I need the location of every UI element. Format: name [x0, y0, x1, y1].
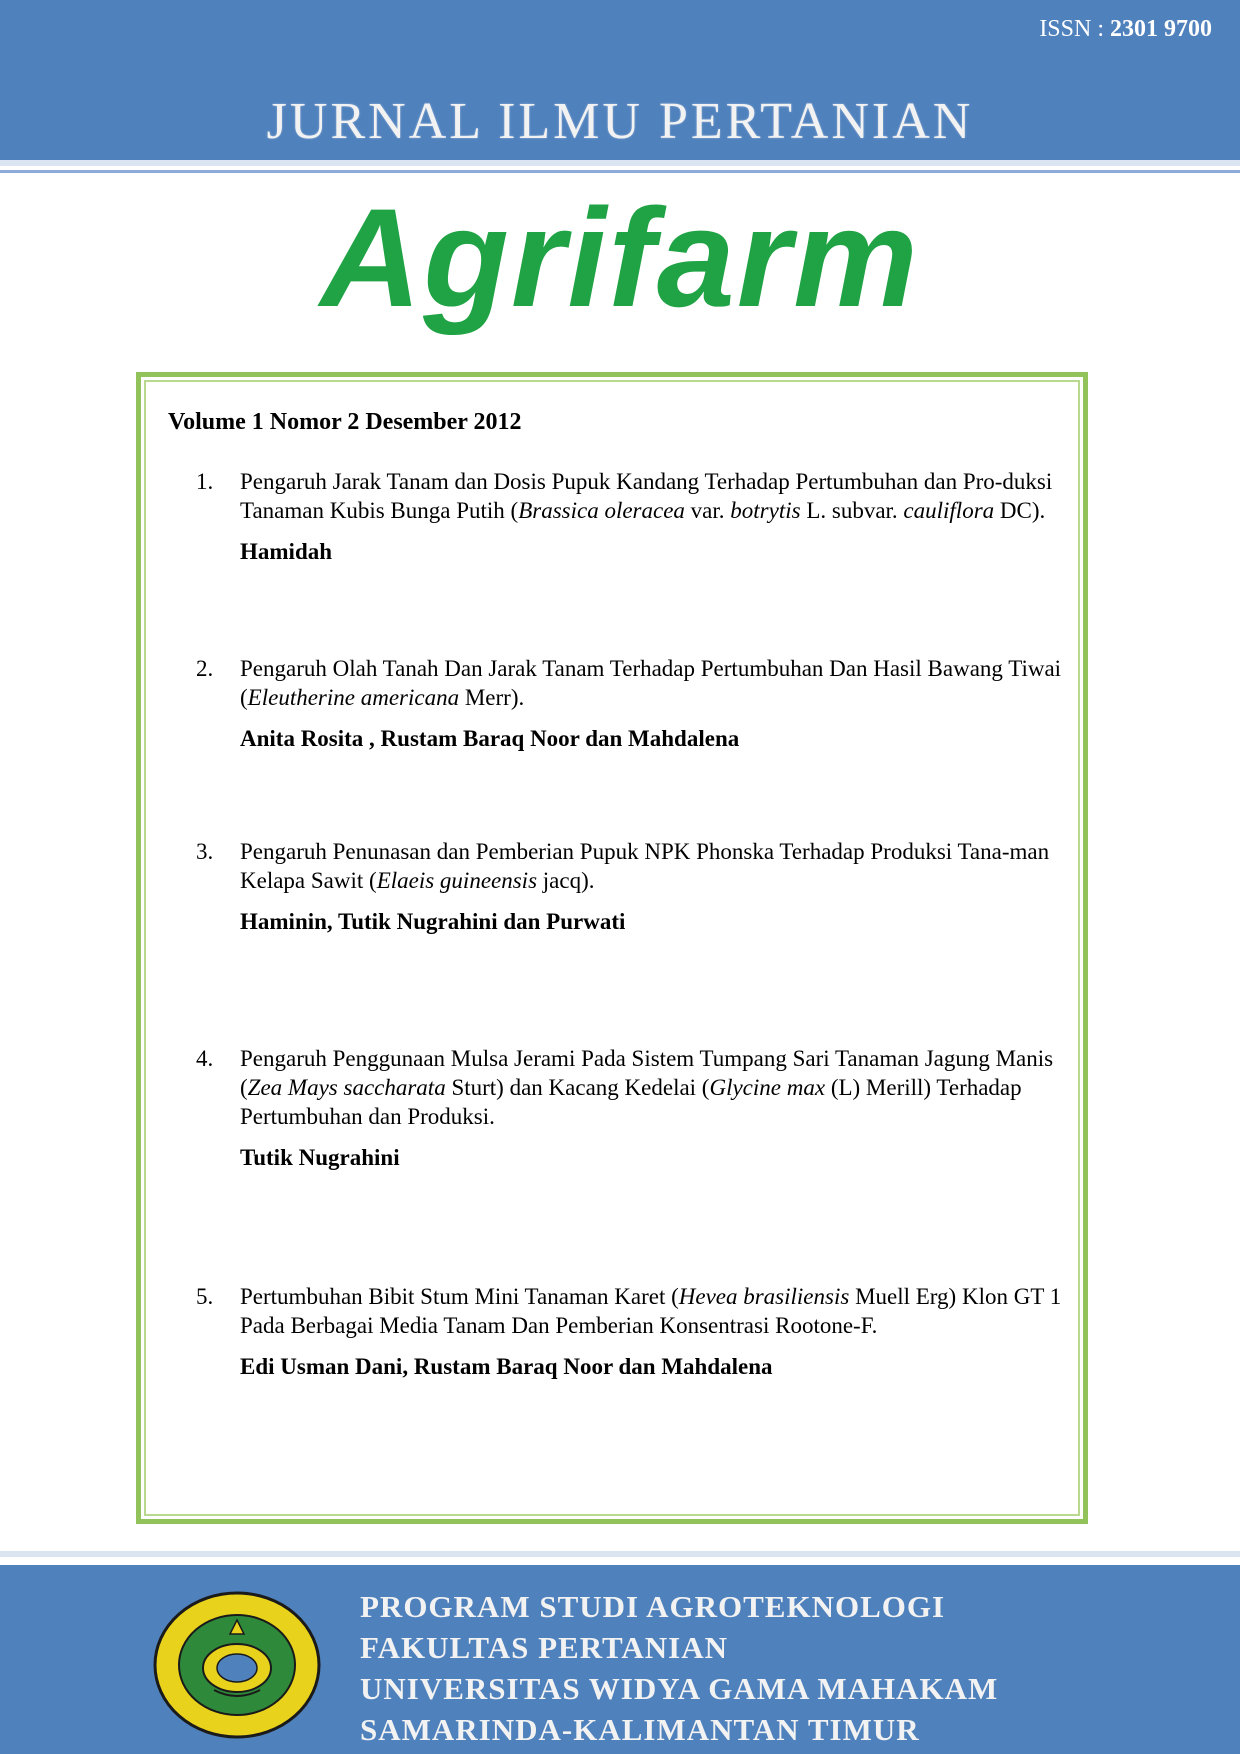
- article-title: [240, 837, 1088, 895]
- article-number: 1.: [196, 469, 214, 494]
- university-seal-logo: [152, 1590, 322, 1740]
- title-species: Elaeis guineensis: [376, 868, 538, 893]
- article-number: 4.: [196, 1046, 214, 1071]
- title-text: Sturt) dan Kacang Kedelai (: [445, 1075, 710, 1100]
- title-species: cauliflora: [903, 498, 995, 523]
- article-title: [240, 654, 1088, 712]
- article-title: [240, 467, 1088, 525]
- article-authors: Anita Rosita , Rustam Baraq Noor dan Mahdalena: [240, 726, 740, 751]
- table-of-contents: [168, 408, 1088, 1381]
- article-title: [240, 1044, 1088, 1131]
- title-species: Zea Mays saccharata: [247, 1075, 446, 1100]
- article-title: [240, 1282, 1088, 1340]
- institution-block: [360, 1586, 998, 1750]
- title-text: Pengaruh Penunasan dan Pemberian Pupuk NPK Phonska Terhadap Produksi Tana-man Kelapa Sawit (: [240, 839, 1050, 893]
- title-species: botrytis: [730, 498, 801, 523]
- article-number: 2.: [196, 656, 214, 681]
- title-species: Glycine max: [709, 1075, 826, 1100]
- title-text: var.: [684, 498, 731, 523]
- article-authors: Tutik Nugrahini: [240, 1145, 400, 1170]
- article-number: 5.: [196, 1284, 214, 1309]
- journal-title: JURNAL ILMU PERTANIAN: [266, 93, 974, 150]
- title-text: L. subvar.: [800, 498, 904, 523]
- article-authors: Edi Usman Dani, Rustam Baraq Noor dan Mahdalena: [240, 1354, 773, 1379]
- issn-label: ISSN :: [1039, 16, 1110, 42]
- title-species: Hevea brasiliensis: [678, 1284, 850, 1309]
- article-3: [168, 837, 1088, 936]
- article-authors: Haminin, Tutik Nugrahini dan Purwati: [240, 909, 626, 934]
- title-text: Pengaruh Olah Tanah Dan Jarak Tanam Terhadap Pertumbuhan Dan Hasil Bawang Tiwai (: [240, 656, 1062, 710]
- article-5: [168, 1282, 1088, 1381]
- title-text: Pengaruh Penggunaan Mulsa Jerami Pada Sistem Tumpang Sari Tanaman Jagung Manis (: [240, 1046, 1054, 1100]
- title-text: Merr).: [459, 685, 525, 710]
- title-text: DC).: [994, 498, 1046, 523]
- article-4: [168, 1044, 1088, 1172]
- title-text: Pengaruh Jarak Tanam dan Dosis Pupuk Kandang Terhadap Pertumbuhan dan Pro-duksi Tanaman Kubis Bunga Putih (: [240, 469, 1053, 523]
- title-text: jacq).: [537, 868, 595, 893]
- institution-line: SAMARINDA-KALIMANTAN TIMUR: [360, 1712, 920, 1747]
- institution-line: UNIVERSITAS WIDYA GAMA MAHAKAM: [360, 1671, 999, 1706]
- title-text: Muell Erg) Klon GT 1 Pada Berbagai Media Tanam Dan Pemberian Konsentrasi Rootone-F.: [240, 1284, 1062, 1338]
- article-2: [168, 654, 1088, 753]
- institution-line: PROGRAM STUDI AGROTEKNOLOGI: [360, 1589, 946, 1624]
- issn: [1039, 16, 1212, 43]
- article-1: [168, 467, 1088, 566]
- title-species: Brassica oleracea: [518, 498, 685, 523]
- title-text: Pertumbuhan Bibit Stum Mini Tanaman Karet (: [240, 1284, 679, 1309]
- title-species: Eleutherine americana: [247, 685, 460, 710]
- journal-brand-logo: Agrifarm: [320, 179, 920, 336]
- title-text: (L) Merill) Terhadap Pertumbuhan dan Produksi.: [240, 1075, 1022, 1129]
- footer-rule: [0, 1551, 1240, 1557]
- header-rule-thin: [0, 170, 1240, 173]
- issue-label: Volume 1 Nomor 2 Desember 2012: [168, 409, 522, 435]
- institution-line: FAKULTAS PERTANIAN: [360, 1630, 729, 1665]
- header-rule: [0, 160, 1240, 166]
- issn-number: 2301 9700: [1110, 16, 1212, 42]
- article-authors: Hamidah: [240, 539, 333, 564]
- article-number: 3.: [196, 839, 214, 864]
